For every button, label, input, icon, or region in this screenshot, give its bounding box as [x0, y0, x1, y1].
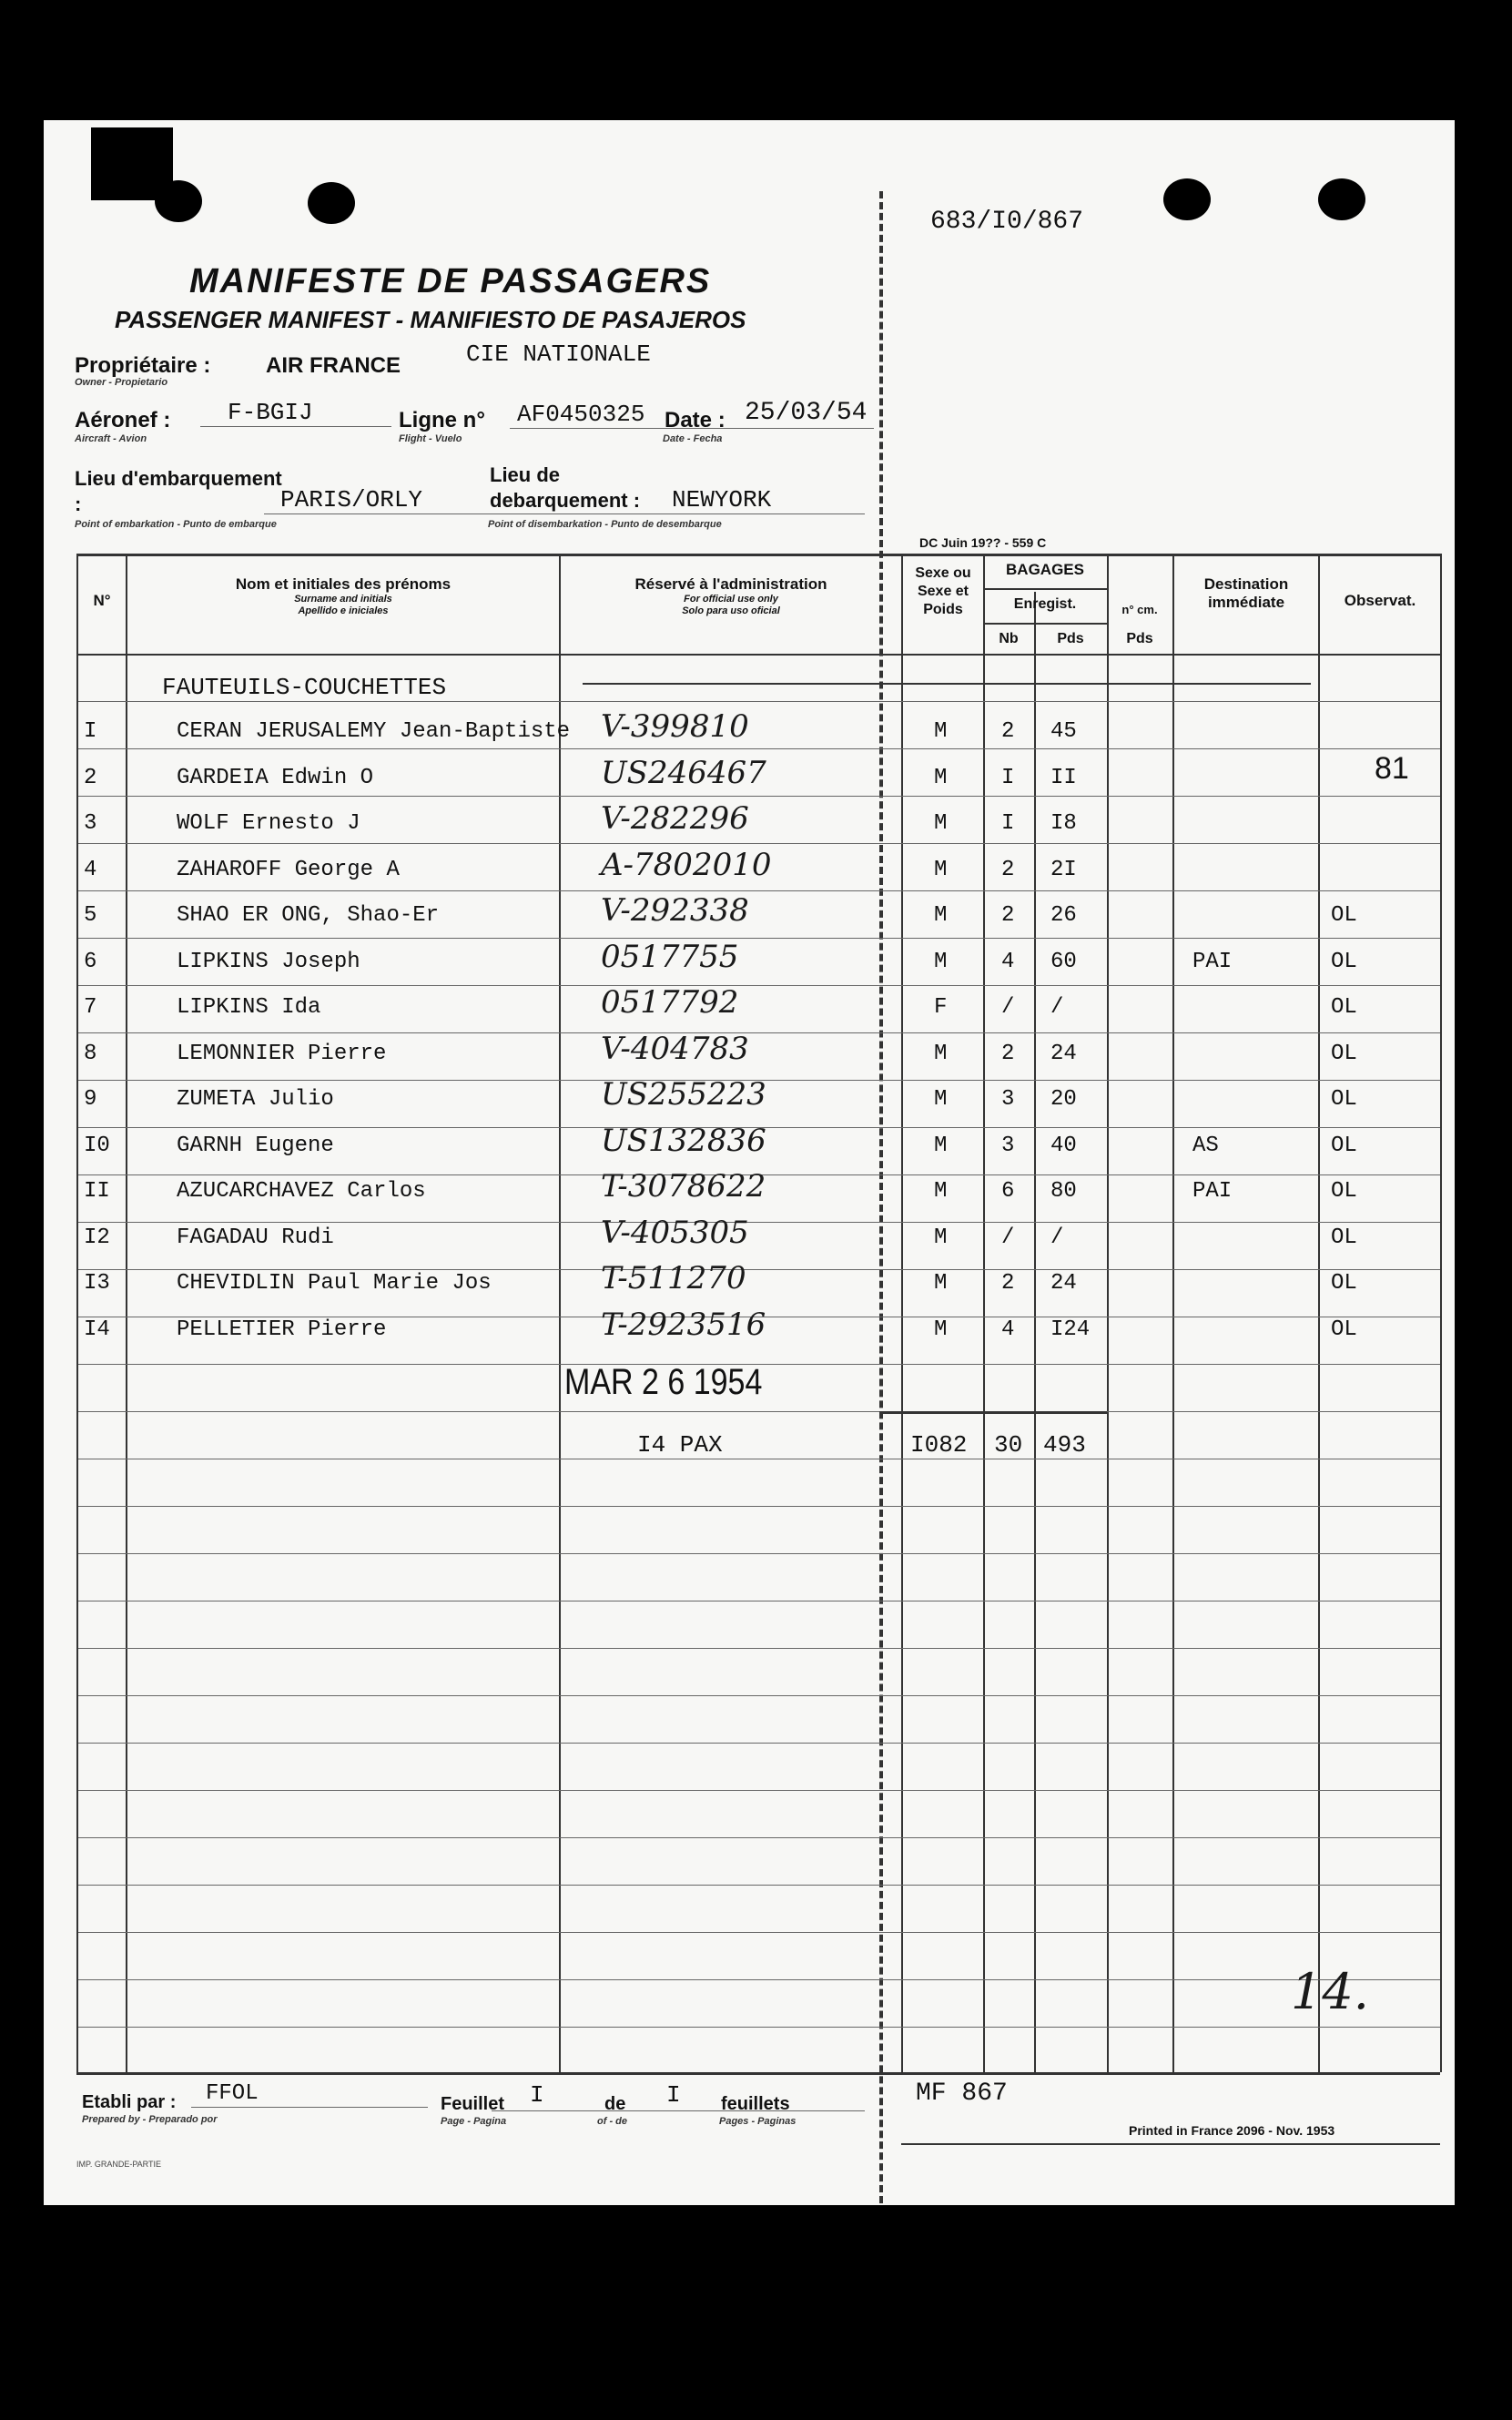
- row-rule: [78, 1743, 1440, 1744]
- header-bagages: BAGAGES: [1006, 561, 1084, 578]
- baggage-count: 3: [1001, 1087, 1015, 1112]
- header-observ: Observat.: [1344, 592, 1416, 609]
- passenger-name: PELLETIER Pierre: [177, 1317, 387, 1342]
- baggage-count: I: [1001, 765, 1015, 790]
- passenger-observation: OL: [1331, 1225, 1357, 1250]
- passenger-document: V-282296: [601, 800, 749, 837]
- row-rule: [78, 1032, 1440, 1033]
- baggage-weight: 24: [1050, 1271, 1077, 1296]
- passenger-sex: M: [934, 1317, 948, 1342]
- passenger-document: T-3078622: [601, 1168, 766, 1205]
- passenger-name: LIPKINS Joseph: [177, 949, 360, 974]
- passenger-name: GARDEIA Edwin O: [177, 765, 374, 790]
- passenger-number: 4: [84, 857, 97, 882]
- row-rule: [78, 1837, 1440, 1838]
- passenger-number: 8: [84, 1041, 97, 1066]
- row-rule: [78, 748, 1440, 749]
- passenger-name: WOLF Ernesto J: [177, 811, 360, 836]
- header-nb: Nb: [999, 631, 1019, 646]
- baggage-count: 2: [1001, 719, 1015, 744]
- header-no-cm: n° cm.: [1121, 603, 1158, 616]
- passenger-document: US255223: [601, 1076, 766, 1113]
- row-rule: [78, 1790, 1440, 1791]
- baggage-weight: 60: [1050, 949, 1077, 974]
- passenger-number: II: [84, 1179, 110, 1204]
- owner-value: AIR FRANCE: [266, 353, 401, 378]
- passenger-document: T-511270: [601, 1260, 746, 1296]
- baggage-weight: I24: [1050, 1317, 1091, 1342]
- header-sexe: Sexe ou Sexe et Poids: [915, 565, 971, 617]
- passenger-sex: M: [934, 1271, 948, 1296]
- owner-value-2: CIE NATIONALE: [466, 341, 651, 368]
- passenger-sex: M: [934, 949, 948, 974]
- passenger-name: CERAN JERUSALEMY Jean-Baptiste: [177, 719, 571, 744]
- embark-sublabel: Point of embarkation - Punto de embarque: [75, 519, 277, 530]
- received-date-stamp: MAR 2 6 1954: [564, 1362, 763, 1402]
- printed-note: Printed in France 2096 - Nov. 1953: [1129, 2123, 1335, 2138]
- handwritten-count: 14.: [1291, 1963, 1369, 2020]
- passenger-document: A-7802010: [601, 846, 772, 883]
- passenger-observation: OL: [1331, 1317, 1357, 1342]
- passenger-name: AZUCARCHAVEZ Carlos: [177, 1179, 426, 1204]
- total-weight: I082: [910, 1431, 968, 1459]
- passenger-observation: OL: [1331, 995, 1357, 1020]
- passenger-destination: AS: [1192, 1133, 1219, 1158]
- page-title: MANIFESTE DE PASSAGERS: [189, 262, 712, 300]
- baggage-count: 2: [1001, 857, 1015, 882]
- sheet-sublabel: Page - Pagina: [441, 2116, 507, 2127]
- baggage-count: I: [1001, 811, 1015, 836]
- baggage-count: 2: [1001, 1041, 1015, 1066]
- passenger-number: 5: [84, 903, 97, 928]
- baggage-weight: 24: [1050, 1041, 1077, 1066]
- page-subtitle: PASSENGER MANIFEST - MANIFIESTO DE PASAJEROS: [115, 306, 746, 333]
- row-rule: [78, 1222, 1440, 1223]
- embark-value: PARIS/ORLY: [280, 486, 423, 513]
- passenger-sex: M: [934, 1133, 948, 1158]
- row-rule: [78, 1885, 1440, 1886]
- passenger-document: T-2923516: [601, 1306, 766, 1343]
- row-rule: [78, 2027, 1440, 2028]
- baggage-weight: I8: [1050, 811, 1077, 836]
- of-value: I: [666, 2081, 681, 2109]
- passenger-name: ZAHAROFF George A: [177, 857, 400, 882]
- flight-value: AF0450325: [517, 401, 645, 428]
- baggage-count: 4: [1001, 1317, 1015, 1342]
- passenger-document: V-404783: [601, 1030, 749, 1067]
- passenger-name: CHEVIDLIN Paul Marie Jos: [177, 1271, 492, 1296]
- passenger-name: LEMONNIER Pierre: [177, 1041, 387, 1066]
- row-rule: [78, 843, 1440, 844]
- row-rule: [78, 1979, 1440, 1980]
- row-rule: [78, 890, 1440, 891]
- section-label: FAUTEUILS-COUCHETTES: [162, 674, 447, 701]
- row-rule: [78, 938, 1440, 939]
- row-rule: [78, 1269, 1440, 1270]
- perforation-line: [879, 191, 883, 2203]
- baggage-weight: II: [1050, 765, 1077, 790]
- passenger-document: US246467: [601, 754, 766, 791]
- punch-hole: [1163, 178, 1211, 220]
- header-name-sub-2: Apellido e iniciales: [298, 605, 389, 616]
- passenger-observation: OL: [1331, 1041, 1357, 1066]
- sheets-sublabel: Pages - Paginas: [719, 2116, 797, 2127]
- sheet-label: Feuillet: [441, 2094, 505, 2114]
- passenger-document: 0517792: [601, 984, 739, 1021]
- embark-label: Lieu d'embarquement :: [75, 467, 282, 515]
- passenger-document: V-399810: [601, 708, 749, 745]
- header-name: [127, 575, 559, 617]
- baggage-weight: 40: [1050, 1133, 1077, 1158]
- passenger-number: 6: [84, 949, 97, 974]
- passenger-observation: OL: [1331, 1133, 1357, 1158]
- baggage-count: /: [1001, 1225, 1015, 1250]
- passenger-name: GARNH Eugene: [177, 1133, 334, 1158]
- passenger-name: LIPKINS Ida: [177, 995, 321, 1020]
- passenger-sex: M: [934, 719, 948, 744]
- passenger-number: 3: [84, 811, 97, 836]
- passenger-observation: OL: [1331, 1179, 1357, 1204]
- punch-hole: [308, 182, 355, 224]
- prepared-by-sublabel: Prepared by - Preparado por: [82, 2114, 218, 2125]
- passenger-name: FAGADAU Rudi: [177, 1225, 334, 1250]
- total-bag-count: 30: [994, 1431, 1023, 1459]
- baggage-weight: 80: [1050, 1179, 1077, 1204]
- form-code: DC Juin 19?? - 559 C: [919, 535, 1047, 550]
- baggage-count: 4: [1001, 949, 1015, 974]
- date-sublabel: Date - Fecha: [663, 433, 723, 444]
- passenger-name: ZUMETA Julio: [177, 1087, 334, 1112]
- baggage-count: 3: [1001, 1133, 1015, 1158]
- passenger-observation: OL: [1331, 1087, 1357, 1112]
- passenger-number: I: [84, 719, 97, 744]
- passenger-number: I0: [84, 1133, 110, 1158]
- passenger-number: I4: [84, 1317, 110, 1342]
- passenger-document: US132836: [601, 1122, 766, 1159]
- disembark-value: NEWYORK: [672, 486, 772, 513]
- passenger-document: V-405305: [601, 1214, 749, 1251]
- passenger-number: I3: [84, 1271, 110, 1296]
- row-rule: [78, 796, 1440, 797]
- owner-label: Propriétaire :: [75, 353, 211, 378]
- total-bag-weight: 493: [1043, 1431, 1086, 1459]
- of-sublabel: of - de: [597, 2116, 627, 2127]
- total-passengers: I4 PAX: [637, 1431, 723, 1459]
- header-admin: [561, 575, 901, 617]
- disembark-sublabel: Point of disembarkation - Punto de desembarque: [488, 519, 722, 530]
- header-admin-label: Réservé à l'administration: [634, 575, 827, 593]
- aircraft-value: F-BGIJ: [228, 399, 313, 426]
- passenger-observation: OL: [1331, 949, 1357, 974]
- header-name-sub-1: Surname and initials: [294, 594, 392, 605]
- header-admin-sub-2: Solo para uso oficial: [682, 605, 780, 616]
- passenger-number: 2: [84, 765, 97, 790]
- passenger-sex: M: [934, 1225, 948, 1250]
- passenger-observation: OL: [1331, 1271, 1357, 1296]
- header-pds-2: Pds: [1126, 631, 1153, 646]
- aircraft-label: Aéronef :: [75, 408, 171, 432]
- baggage-count: 2: [1001, 903, 1015, 928]
- passenger-number: I2: [84, 1225, 110, 1250]
- header-no: N°: [93, 592, 111, 609]
- prepared-by-value: FFOL: [206, 2081, 259, 2106]
- row-rule: [78, 701, 1440, 702]
- header-pds: Pds: [1057, 631, 1084, 646]
- sheet-value: I: [530, 2081, 544, 2109]
- date-label: Date :: [665, 408, 726, 432]
- baggage-weight: /: [1050, 995, 1064, 1020]
- date-value: 25/03/54: [745, 399, 868, 427]
- header-enregist: Enregist.: [1013, 596, 1077, 612]
- of-label: de: [604, 2094, 626, 2114]
- torn-corner: [91, 127, 173, 200]
- mf-number: MF 867: [916, 2079, 1008, 2108]
- flight-label: Ligne n°: [399, 408, 485, 432]
- row-rule: [78, 1932, 1440, 1933]
- row-rule: [78, 985, 1440, 986]
- manifest-sheet: [44, 120, 1455, 2205]
- passenger-observation: OL: [1331, 903, 1357, 928]
- flight-sublabel: Flight - Vuelo: [399, 433, 462, 444]
- passenger-destination: PAI: [1192, 949, 1233, 974]
- owner-sublabel: Owner - Propietario: [75, 377, 168, 388]
- baggage-weight: 26: [1050, 903, 1077, 928]
- header-destination: Destination immédiate: [1203, 575, 1289, 611]
- passenger-number: 7: [84, 995, 97, 1020]
- header-name-label: Nom et initiales des prénoms: [235, 575, 452, 593]
- baggage-count: /: [1001, 995, 1015, 1020]
- baggage-count: 6: [1001, 1179, 1015, 1204]
- passenger-sex: F: [934, 995, 948, 1020]
- passenger-sex: M: [934, 765, 948, 790]
- row-rule: [78, 1648, 1440, 1649]
- passenger-sex: M: [934, 1087, 948, 1112]
- passenger-sex: M: [934, 1179, 948, 1204]
- passenger-name: SHAO ER ONG, Shao-Er: [177, 903, 440, 928]
- baggage-weight: 20: [1050, 1087, 1077, 1112]
- passenger-number: 9: [84, 1087, 97, 1112]
- row-rule: [78, 1695, 1440, 1696]
- sheets-label: feuillets: [721, 2094, 790, 2114]
- passenger-sex: M: [934, 1041, 948, 1066]
- row-rule: [78, 1411, 1440, 1412]
- passenger-sex: M: [934, 857, 948, 882]
- row-rule: [78, 1553, 1440, 1554]
- printer-note: IMP. GRANDE-PARTIE: [76, 2160, 162, 2169]
- aircraft-sublabel: Aircraft - Avion: [75, 433, 147, 444]
- document-number: 683/I0/867: [930, 208, 1084, 236]
- passenger-sex: M: [934, 811, 948, 836]
- baggage-weight: 2I: [1050, 857, 1077, 882]
- passenger-sex: M: [934, 903, 948, 928]
- passenger-document: V-292338: [601, 892, 749, 929]
- baggage-weight: 45: [1050, 719, 1077, 744]
- passenger-document: 0517755: [601, 938, 739, 975]
- passenger-destination: PAI: [1192, 1179, 1233, 1204]
- row-rule: [78, 1506, 1440, 1507]
- prepared-by-label: Etabli par :: [82, 2092, 177, 2112]
- baggage-count: 2: [1001, 1271, 1015, 1296]
- baggage-weight: /: [1050, 1225, 1064, 1250]
- header-admin-sub-1: For official use only: [684, 594, 778, 605]
- punch-hole: [1318, 178, 1365, 220]
- disembark-label: Lieu de debarquement :: [490, 463, 641, 512]
- passenger-observation: 81: [1375, 750, 1409, 786]
